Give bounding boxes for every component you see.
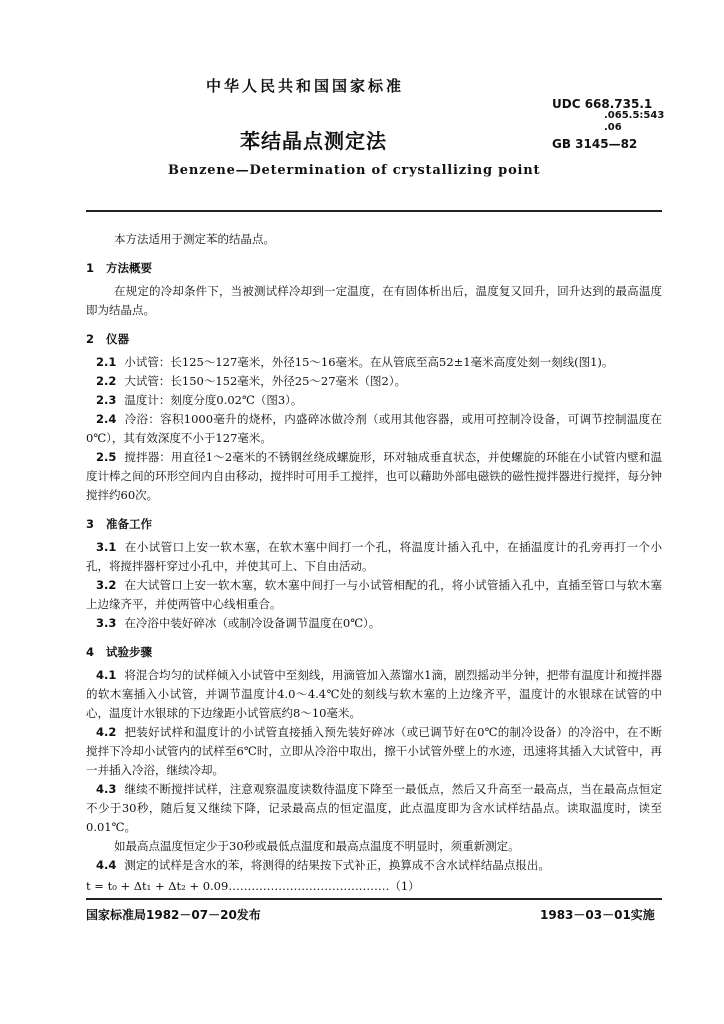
section-title: 仪器 — [106, 332, 129, 346]
clause-number: 2.1 — [96, 355, 117, 369]
udc-code — [552, 98, 664, 134]
clause-number: 2.4 — [96, 412, 117, 426]
section-3-heading — [86, 515, 662, 534]
clause-number: 2.2 — [96, 374, 117, 388]
clause-text: 在冷浴中装好碎冰（或制冷设备调节温度在0℃）。 — [124, 616, 381, 630]
header-divider — [86, 210, 662, 212]
clause-text: 冷浴：容积1000毫升的烧杯，内盛碎冰做冷剂（或用其他容器，或用可控制冷设备，可调节控制温度在0℃），其有效深度不小于127毫米。 — [86, 412, 662, 445]
section-number: 4 — [86, 645, 95, 659]
clause-text: 温度计：刻度分度0.02℃（图3）。 — [124, 393, 303, 407]
document-title-en: Benzene—Determination of crystallizing point — [168, 163, 541, 178]
clause-text: 继续不断搅拌试样，注意观察温度读数待温度下降至一最低点，然后又升高至一最高点，当在最高点恒定不少于30秒，随后复又继续下降，记录最高点的恒定温度，此点温度即为含水试样结晶点。读取温度时，读至0.01℃。 — [86, 782, 662, 834]
clause-4-3 — [86, 780, 662, 837]
clause-3-3 — [86, 614, 662, 633]
clause-text: 搅拌器：用直径1～2毫米的不锈钢丝绕成螺旋形，环对轴成垂直状态，并使螺旋的环能在小试管内壁和温度计棒之间的环形空间内自由移动，搅拌时可用手工搅拌，也可以藉助外部电磁铁的磁性搅拌器进行搅拌，每分钟搅拌约60次。 — [86, 450, 662, 502]
clause-4-3-note: 如最高点温度恒定少于30秒或最低点温度和最高点温度不明显时，须重新测定。 — [114, 839, 520, 853]
clause-3-1 — [86, 538, 662, 576]
document-title-cn: 苯结晶点测定法 — [240, 129, 387, 153]
clause-text: 测定的试样是含水的苯，将测得的结果按下式补正，换算成不含水试样结晶点报出。 — [124, 858, 550, 872]
formula-1: t = t₀ + Δt₁ + Δt₂ + 0.09……………………………………（1） — [86, 879, 420, 893]
clause-4-1 — [86, 666, 662, 723]
clause-text: 大试管：长150～152毫米，外径25～27毫米（图2）。 — [124, 374, 407, 388]
clause-number: 2.5 — [96, 450, 117, 464]
section-4-heading — [86, 643, 662, 662]
clause-number: 4.4 — [96, 858, 117, 872]
clause-text: 将混合均匀的试样倾入小试管中至刻线，用滴管加入蒸馏水1滴，剧烈摇动半分钟，把带有温度计和搅拌器的软木塞插入小试管，并调节温度计4.0～4.4℃处的刻线与软木塞的上边缘齐平，温度计的水银球在试管的中心，温度计水银球的下边缘距小试管底约8～10毫米。 — [86, 668, 662, 720]
clause-2-3 — [86, 391, 662, 410]
section-number: 1 — [86, 261, 95, 275]
section-number: 3 — [86, 517, 95, 531]
udc-line-1: UDC 668.735.1 — [552, 97, 653, 111]
clause-number: 3.3 — [96, 616, 117, 630]
clause-3-2 — [86, 576, 662, 614]
effective-date: 1983－03－01实施 — [540, 908, 655, 922]
clause-text: 把装好试样和温度计的小试管直接插入预先装好碎冰（或已调节好在0℃的制冷设备）的冷浴中，在不断搅拌下冷却小试管内的试样至6℃时，立即从冷浴中取出，擦干小试管外壁上的水迹，迅速将其插入大试管中，再一并插入冷浴，继续冷却。 — [86, 725, 662, 777]
clause-text: 在大试管口上安一软木塞，软木塞中间打一与小试管相配的孔，将小试管插入孔中，直插至管口与软木塞上边缘齐平，并使两管中心线相重合。 — [86, 578, 662, 611]
document-body — [86, 230, 662, 896]
gb-code: GB 3145—82 — [552, 137, 638, 151]
clause-number: 4.3 — [96, 782, 117, 796]
section-1-text: 在规定的冷却条件下，当被测试样冷却到一定温度，在有固体析出后，温度复又回升，回升达到的最高温度即为结晶点。 — [86, 284, 662, 317]
clause-number: 3.1 — [96, 540, 117, 554]
clause-2-2 — [86, 372, 662, 391]
clause-2-1 — [86, 353, 662, 372]
clause-number: 2.3 — [96, 393, 117, 407]
section-title: 准备工作 — [106, 517, 152, 531]
section-1-heading — [86, 259, 662, 278]
clause-text: 小试管：长125～127毫米，外径15～16毫米。在从管底至高52±1毫米高度处刻一刻线(图1)。 — [124, 355, 614, 369]
issue-date: 国家标准局1982－07－20发布 — [86, 908, 261, 922]
intro-paragraph: 本方法适用于测定苯的结晶点。 — [114, 232, 275, 246]
clause-text: 在小试管口上安一软木塞，在软木塞中间打一个孔，将温度计插入孔中，在插温度计的孔旁再打一个小孔，将搅拌器杆穿过小孔中，并使其可上、下自由活动。 — [86, 540, 662, 573]
standard-type-header: 中华人民共和国国家标准 — [206, 77, 405, 95]
section-2-heading — [86, 330, 662, 349]
udc-line-3: .06 — [604, 122, 622, 133]
clause-2-4 — [86, 410, 662, 448]
clause-number: 3.2 — [96, 578, 117, 592]
clause-4-4 — [86, 856, 662, 875]
clause-4-2 — [86, 723, 662, 780]
section-number: 2 — [86, 332, 95, 346]
udc-line-2: .065.5:543 — [604, 110, 665, 121]
section-title: 方法概要 — [106, 261, 152, 275]
clause-number: 4.2 — [96, 725, 117, 739]
clause-number: 4.1 — [96, 668, 117, 682]
clause-2-5 — [86, 448, 662, 505]
section-title: 试验步骤 — [106, 645, 152, 659]
footer-divider — [86, 898, 662, 900]
